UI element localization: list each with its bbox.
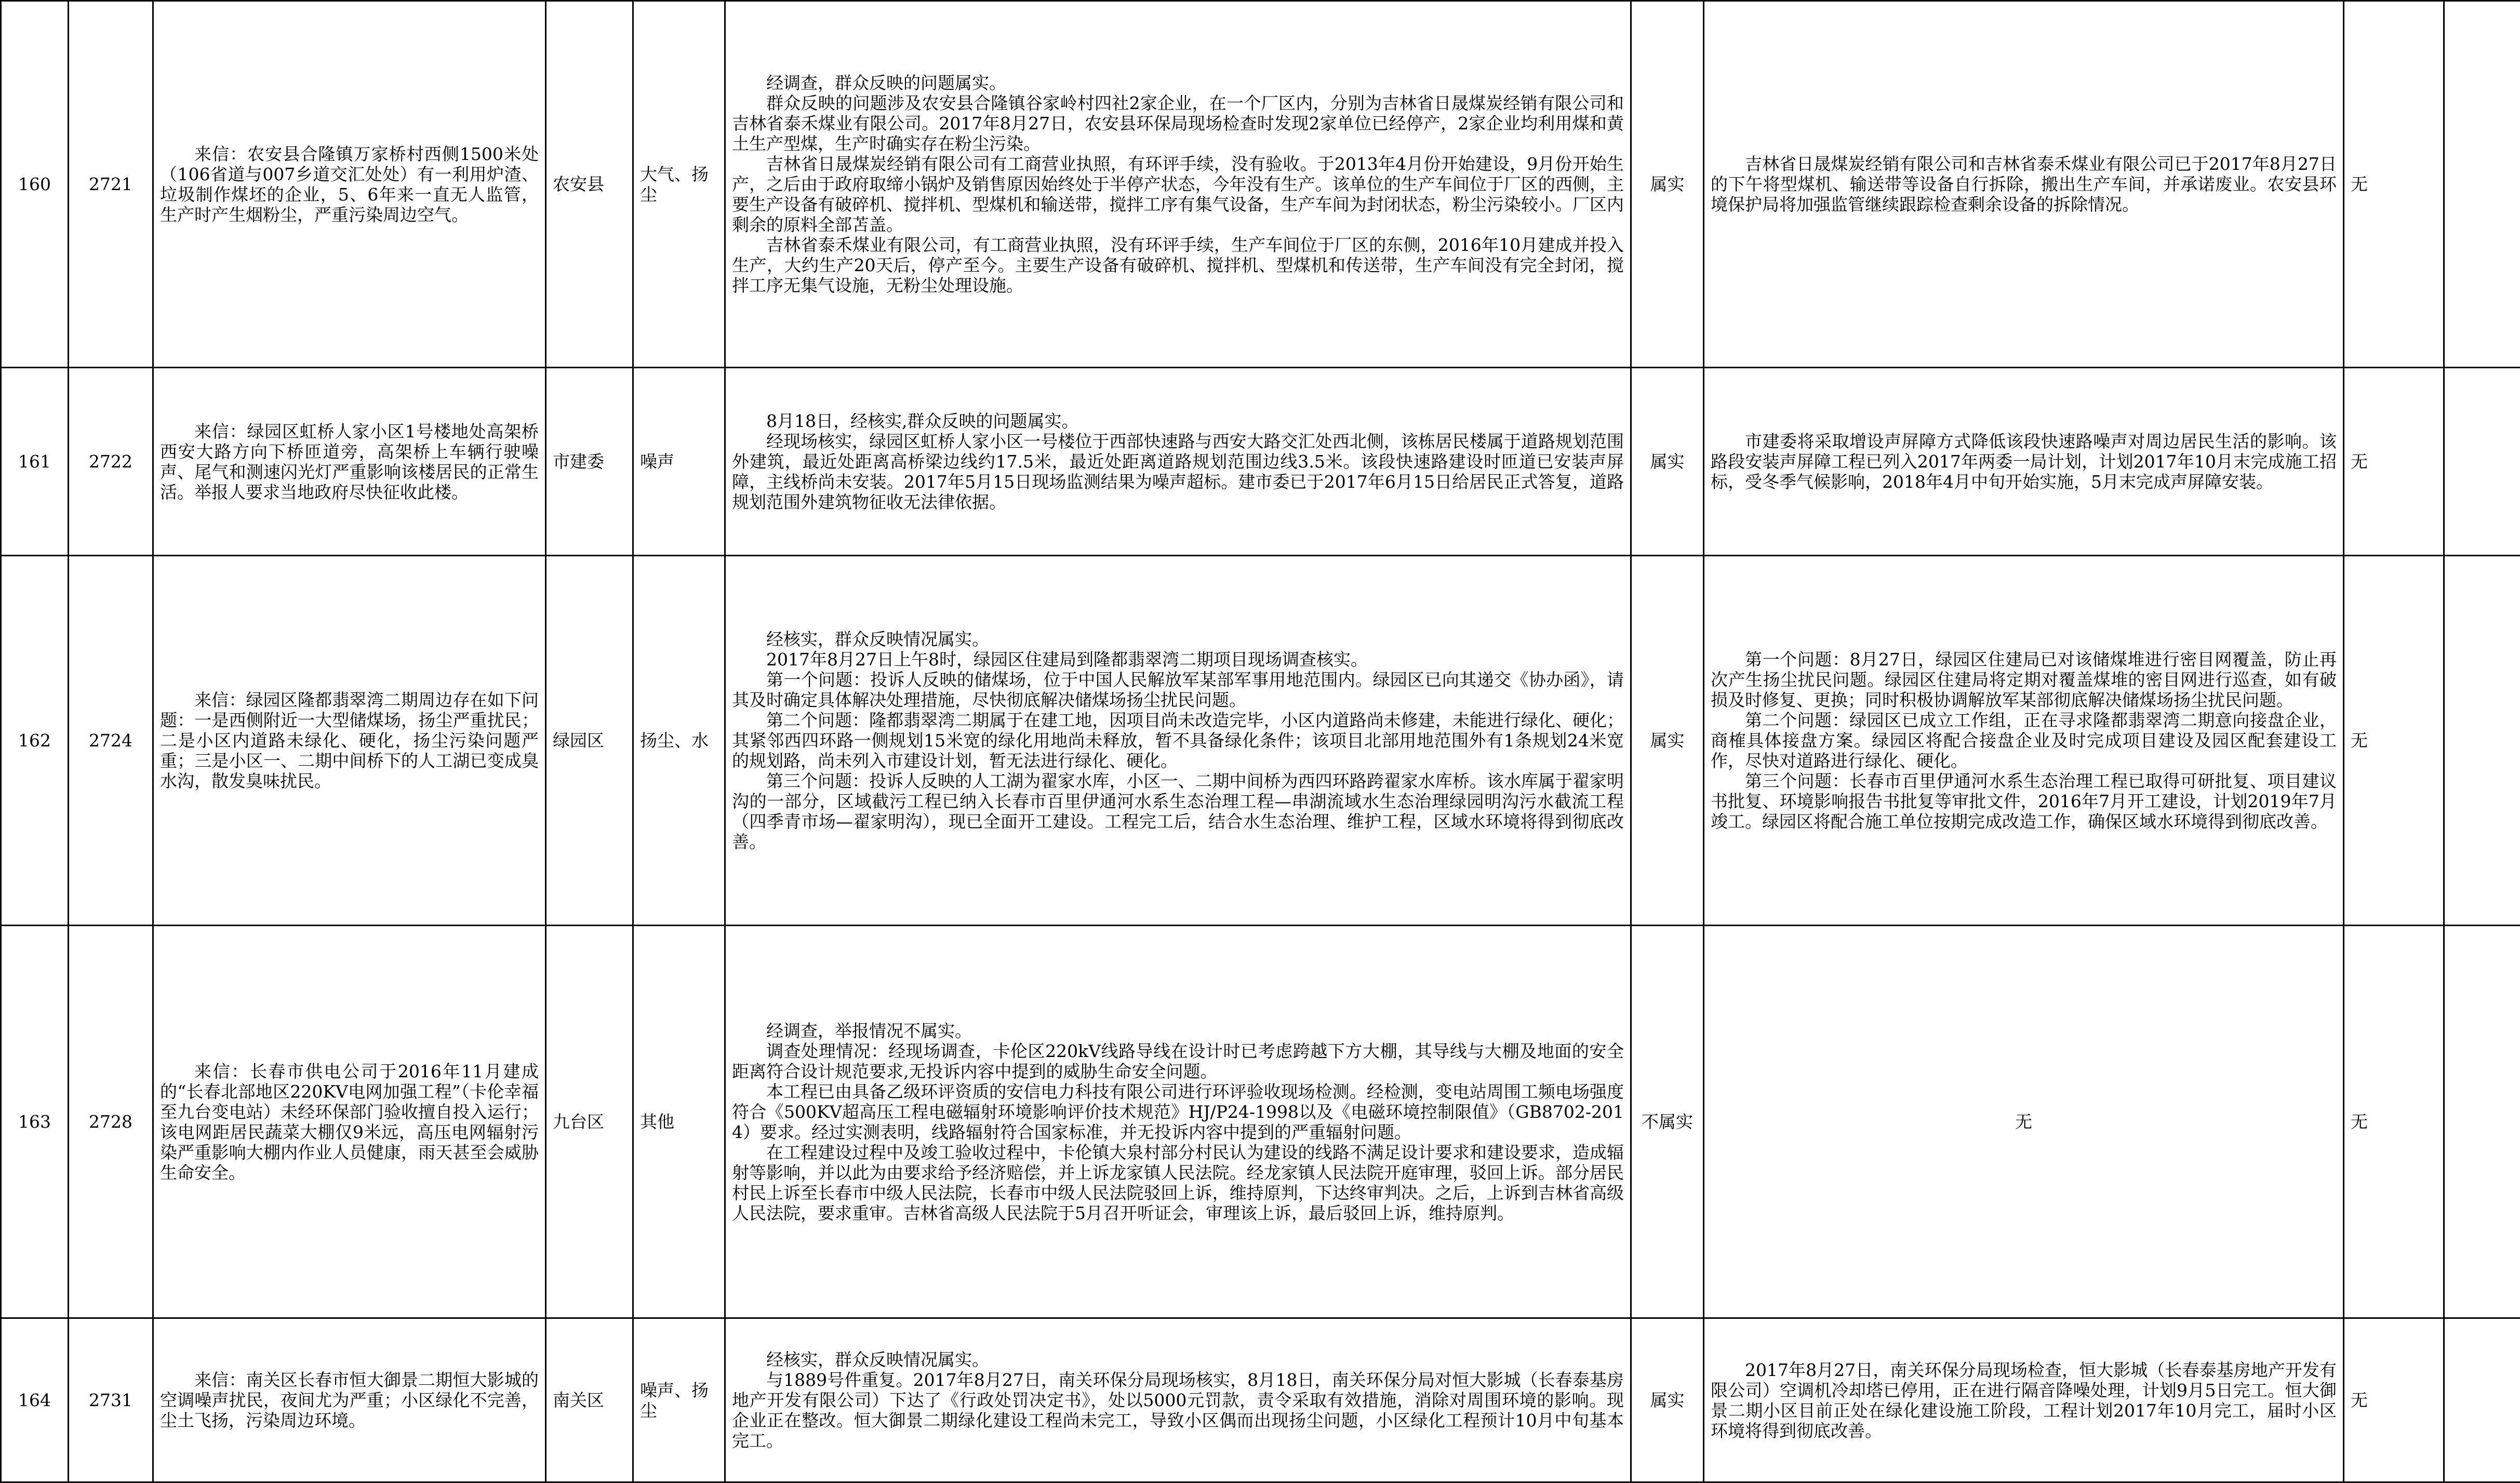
complaint-cell: [153, 368, 546, 556]
finding-paragraph: 与1889号件重复。2017年8月27日，南关环保分局现场核实，8月18日，南关环保分局对恒大影城（长春泰基房地产开发有限公司）下达了《行政处罚决定书》，处以5000元罚款，责令采取有效措施，消除对周围环境的影响。现企业正在整改。恒大御景二期绿化建设工程尚未完工，导致小区偶而出现扬尘问题，小区绿化工程预计10月中旬基本完工。: [732, 1370, 1624, 1451]
region-cell: 南关区: [546, 1318, 633, 1482]
action-cell: [1704, 1, 2344, 368]
category-cell: 扬尘、水: [633, 556, 725, 926]
case-no-cell: 2731: [69, 1318, 153, 1482]
finding-paragraph: 在工程建设过程中及竣工验收过程中，卡伦镇大泉村部分村民认为建设的线路不满足设计要求和建设要求，造成辐射等影响，并以此为由要求给予经济赔偿，并上诉龙家镇人民法院。经龙家镇人民法院开庭审理，驳回上诉。部分居民村民上诉至长春市中级人民法院，长春市中级人民法院驳回上诉，维持原判，下达终审判决。之后，上诉到吉林省高级人民法院，要求重审。吉林省高级人民法院于5月召开听证会，审理该上诉，最后驳回上诉，维持原判。: [732, 1142, 1624, 1223]
region-cell: 市建委: [546, 368, 633, 556]
seq-cell: 164: [1, 1318, 69, 1482]
table-row: [1, 368, 2520, 556]
finding-paragraph: 第三个问题：投诉人反映的人工湖为翟家水库，小区一、二期中间桥为西四环路跨翟家水库桥。该水库属于翟家明沟的一部分，区域截污工程已纳入长春市百里伊通河水系生态治理工程—串湖流域水生态治理绿园明沟污水截流工程（四季青市场—翟家明沟），现已全面开工建设。工程完工后，结合水生态治理、维护工程，区域水环境将得到彻底改善。: [732, 771, 1624, 852]
finding-paragraph: 2017年8月27日上午8时，绿园区住建局到隆都翡翠湾二期项目现场调查核实。: [732, 649, 1624, 670]
case-no-cell: 2721: [69, 1, 153, 368]
verdict-cell: 属实: [1631, 368, 1704, 556]
region-cell: 绿园区: [546, 556, 633, 926]
finding-paragraph: 8月18日，经核实,群众反映的问题属实。: [732, 411, 1624, 431]
table-row: [1, 1318, 2520, 1482]
case-no-cell: 2728: [69, 926, 153, 1318]
complaint-text: 来信：农安县合隆镇万家桥村西侧1500米处（106省道与007乡道交汇处处）有一利用炉渣、垃圾制作煤坯的企业，5、6年来一直无人监管，生产时产生烟粉尘，严重污染周边空气。: [160, 144, 539, 225]
empty-cell: [2444, 1, 2520, 368]
verdict-cell: 不属实: [1631, 926, 1704, 1318]
finding-cell: [725, 1318, 1631, 1482]
complaint-text: 来信：南关区长春市恒大御景二期恒大影城的空调噪声扰民，夜间尤为严重；小区绿化不完善，尘土飞扬，污染周边环境。: [160, 1370, 539, 1431]
region-cell: 九台区: [546, 926, 633, 1318]
finding-paragraph: 吉林省泰禾煤业有限公司，有工商营业执照，没有环评手续，生产车间位于厂区的东侧，2016年10月建成并投入生产，大约生产20天后，停产至今。主要生产设备有破碎机、搅拌机、型煤机和传送带，生产车间没有完全封闭，搅拌工序无集气设施，无粉尘处理设施。: [732, 235, 1624, 296]
action-cell: [1704, 368, 2344, 556]
accountability-cell: 无: [2344, 556, 2444, 926]
finding-paragraph: 第二个问题：隆都翡翠湾二期属于在建工地，因项目尚未改造完毕，小区内道路尚未修建，未能进行绿化、硬化；其紧邻西四环路一侧规划15米宽的绿化用地尚未释放，暂不具备绿化条件；该项目北部用地范围外有1条规划24米宽的规划路，尚未列入市建设计划，暂无法进行绿化、硬化。: [732, 710, 1624, 771]
finding-paragraph: 调查处理情况：经现场调查，卡伦区220kV线路导线在设计时已考虑跨越下方大棚，其导线与大棚及地面的安全距离符合设计规范要求,无投诉内容中提到的威胁生命安全问题。: [732, 1041, 1624, 1081]
finding-paragraph: 本工程已由具备乙级环评资质的安信电力科技有限公司进行环评验收现场检测。经检测，变电站周围工频电场强度符合《500KV超高压工程电磁辐射环境影响评价技术规范》HJ/P24-1998以及《电磁环境控制限值》（GB8702-2014）要求。经过实测表明，线路辐射符合国家标准，并无投诉内容中提到的严重辐射问题。: [732, 1081, 1624, 1142]
region-cell: 农安县: [546, 1, 633, 368]
action-paragraph: 市建委将采取增设声屏障方式降低该段快速路噪声对周边居民生活的影响。该路段安装声屏障工程已列入2017年两委一局计划，计划2017年10月末完成施工招标，受冬季气候影响，2018年4月中旬开始实施，5月末完成声屏障安装。: [1711, 431, 2337, 492]
verdict-cell: 属实: [1631, 556, 1704, 926]
finding-paragraph: 经现场核实，绿园区虹桥人家小区一号楼位于西部快速路与西安大路交汇处西北侧，该栋居民楼属于道路规划范围外建筑，最近处距离高桥梁边线约17.5米，最近处距离道路规划范围边线3.5米。该段快速路建设时匝道已安装声屏障，主线桥尚未安装。2017年5月15日现场监测结果为噪声超标。建市委已于2017年6月15日给居民正式答复，道路规划范围外建筑物征收无法律依据。: [732, 431, 1624, 512]
finding-paragraph: 经调查，群众反映的问题属实。: [732, 73, 1624, 93]
complaint-text: 来信：绿园区虹桥人家小区1号楼地处高架桥西安大路方向下桥匝道旁，高架桥上车辆行驶噪声、尾气和测速闪光灯严重影响该楼居民的正常生活。举报人要求当地政府尽快征收此楼。: [160, 421, 539, 502]
complaint-text: 来信：绿园区隆都翡翠湾二期周边存在如下问题：一是西侧附近一大型储煤场，扬尘严重扰民；二是小区内道路未绿化、硬化，扬尘污染问题严重；三是小区一、二期中间桥下的人工湖已变成臭水沟，散发臭味扰民。: [160, 690, 539, 791]
empty-cell: [2444, 926, 2520, 1318]
finding-paragraph: 经核实，群众反映情况属实。: [732, 1350, 1624, 1370]
finding-cell: [725, 1, 1631, 368]
verdict-cell: 属实: [1631, 1318, 1704, 1482]
action-paragraph: 第三个问题：长春市百里伊通河水系生态治理工程已取得可研批复、项目建议书批复、环境影响报告书批复等审批文件，2016年7月开工建设，计划2019年7月竣工。绿园区将配合施工单位按期完成改造工作，确保区域水环境得到彻底改善。: [1711, 771, 2337, 832]
accountability-cell: 无: [2344, 1, 2444, 368]
finding-paragraph: 吉林省日晟煤炭经销有限公司有工商营业执照，有环评手续，没有验收。于2013年4月份开始建设，9月份开始生产，之后由于政府取缔小锅炉及销售原因始终处于半停产状态，今年没有生产。该单位的生产车间位于厂区的西侧，主要生产设备有破碎机、搅拌机、型煤机和输送带，搅拌工序有集气设备，生产车间为封闭状态，粉尘污染较小。厂区内剩余的原料全部苫盖。: [732, 154, 1624, 235]
seq-cell: 163: [1, 926, 69, 1318]
table-row: [1, 556, 2520, 926]
case-no-cell: 2722: [69, 368, 153, 556]
action-cell: 无: [1704, 926, 2344, 1318]
seq-cell: 161: [1, 368, 69, 556]
empty-cell: [2444, 368, 2520, 556]
complaint-cell: [153, 556, 546, 926]
category-cell: 大气、扬尘: [633, 1, 725, 368]
table-row: [1, 1, 2520, 368]
table-row: [1, 926, 2520, 1318]
category-cell: 其他: [633, 926, 725, 1318]
case-no-cell: 2724: [69, 556, 153, 926]
table-body: [1, 1, 2520, 1482]
finding-paragraph: 群众反映的问题涉及农安县合隆镇谷家岭村四社2家企业，在一个厂区内，分别为吉林省日晟煤炭经销有限公司和吉林省泰禾煤业有限公司。2017年8月27日，农安县环保局现场检查时发现2家单位已经停产，2家企业均利用煤和黄土生产型煤，生产时确实存在粉尘污染。: [732, 93, 1624, 154]
action-cell: [1704, 1318, 2344, 1482]
finding-cell: [725, 926, 1631, 1318]
category-cell: 噪声、扬尘: [633, 1318, 725, 1482]
accountability-cell: 无: [2344, 1318, 2444, 1482]
finding-cell: [725, 368, 1631, 556]
finding-paragraph: 经调查，举报情况不属实。: [732, 1021, 1624, 1041]
complaint-cell: [153, 1318, 546, 1482]
finding-paragraph: 第一个问题：投诉人反映的储煤场，位于中国人民解放军某部军事用地范围内。绿园区已向其递交《协办函》，请其及时确定具体解决处理措施，尽快彻底解决储煤场扬尘扰民问题。: [732, 670, 1624, 710]
action-paragraph: 第一个问题：8月27日，绿园区住建局已对该储煤堆进行密目网覆盖，防止再次产生扬尘扰民问题。绿园区住建局将定期对覆盖煤堆的密目网进行巡查，如有破损及时修复、更换；同时积极协调解放军某部彻底解决储煤场扬尘扰民问题。: [1711, 649, 2337, 710]
complaint-text: 来信：长春市供电公司于2016年11月建成的“长春北部地区220KV电网加强工程”（卡伦幸福至九台变电站）未经环保部门验收擅自投入运行；该电网距居民蔬菜大棚仅9米远，高压电网辐射污染严重影响大棚内作业人员健康，雨天甚至会威胁生命安全。: [160, 1061, 539, 1183]
action-paragraph: 吉林省日晟煤炭经销有限公司和吉林省泰禾煤业有限公司已于2017年8月27日的下午将型煤机、输送带等设备自行拆除，搬出生产车间，并承诺废业。农安县环境保护局将加强监管继续跟踪检查剩余设备的拆除情况。: [1711, 154, 2337, 215]
empty-cell: [2444, 556, 2520, 926]
accountability-cell: 无: [2344, 926, 2444, 1318]
action-cell: [1704, 556, 2344, 926]
seq-cell: 162: [1, 556, 69, 926]
action-paragraph: 第二个问题：绿园区已成立工作组，正在寻求隆都翡翠湾二期意向接盘企业，商榷具体接盘方案。绿园区将配合接盘企业及时完成项目建设及园区配套建设工作，尽快对道路进行绿化、硬化。: [1711, 710, 2337, 771]
seq-cell: 160: [1, 1, 69, 368]
empty-cell: [2444, 1318, 2520, 1482]
finding-paragraph: 经核实，群众反映情况属实。: [732, 629, 1624, 649]
verdict-cell: 属实: [1631, 1, 1704, 368]
action-paragraph: 2017年8月27日，南关环保分局现场检查，恒大影城（长春泰基房地产开发有限公司）空调机冷却塔已停用，正在进行隔音降噪处理，计划9月5日完工。恒大御景二期小区目前正处在绿化建设施工阶段，工程计划2017年10月完工，届时小区环境将得到彻底改善。: [1711, 1360, 2337, 1441]
category-cell: 噪声: [633, 368, 725, 556]
accountability-cell: 无: [2344, 368, 2444, 556]
complaint-cell: [153, 1, 546, 368]
finding-cell: [725, 556, 1631, 926]
complaint-cell: [153, 926, 546, 1318]
